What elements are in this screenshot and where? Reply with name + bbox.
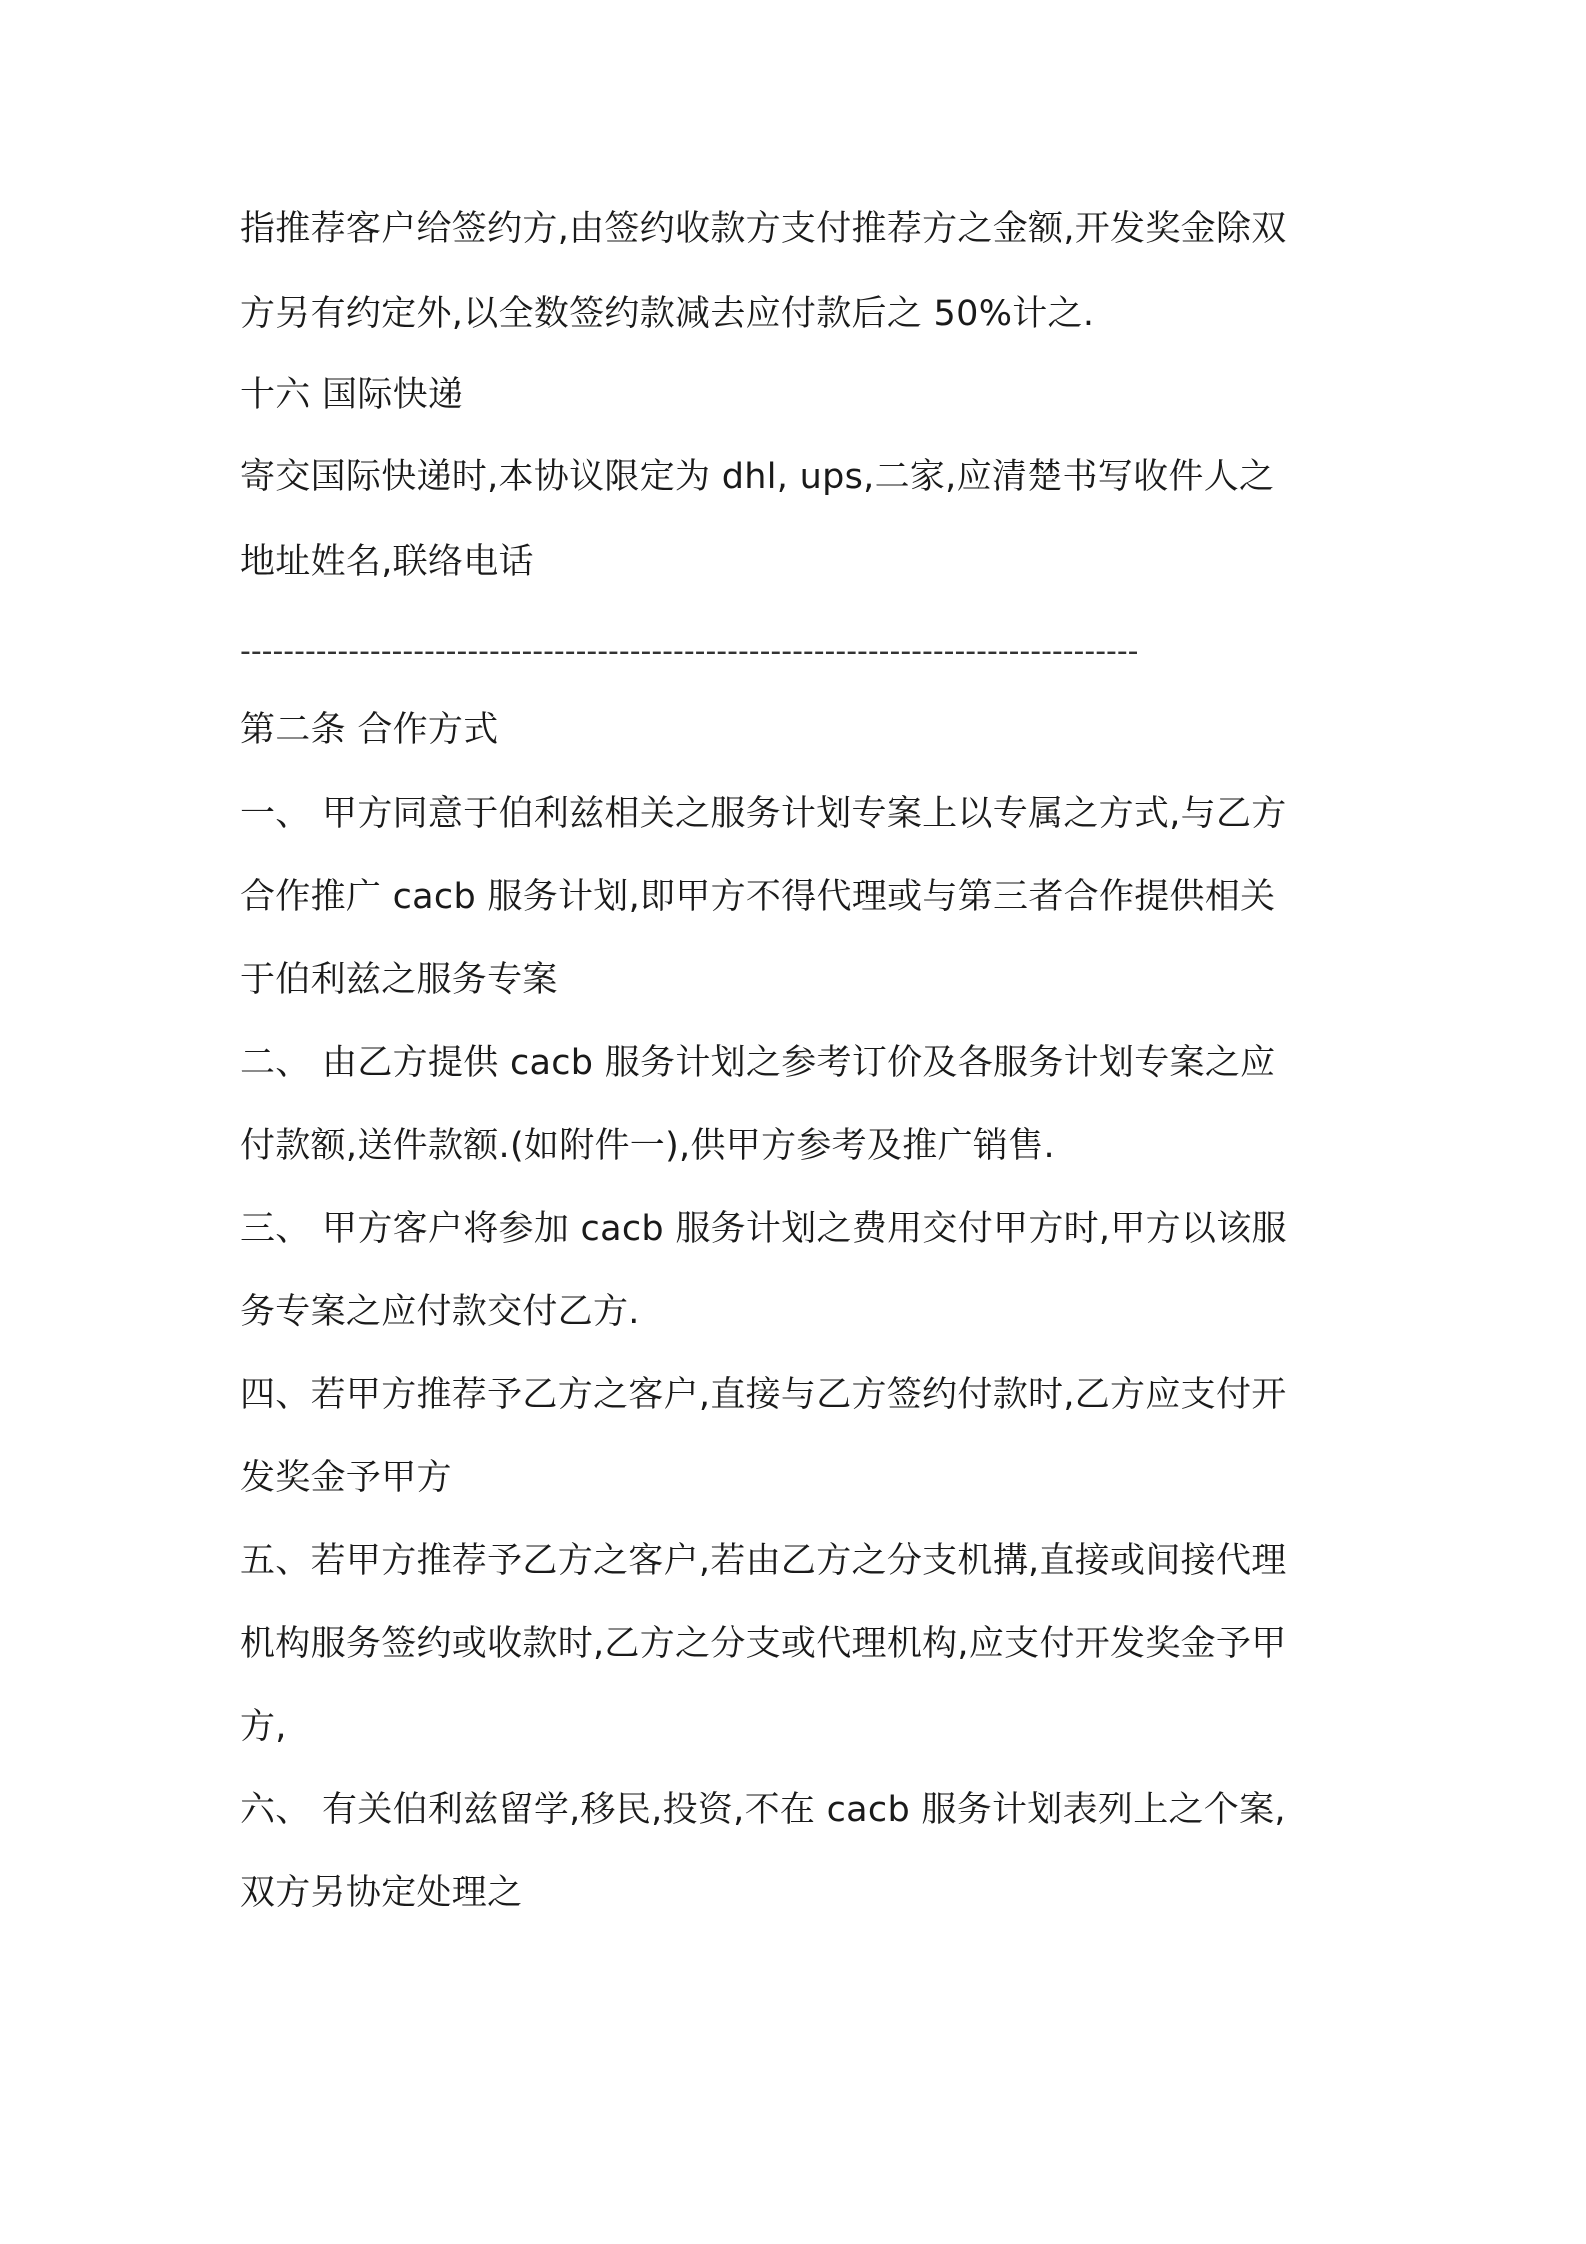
text-line: 方另有约定外,以全数签约款减去应付款后之 50%计之.	[240, 294, 1095, 334]
text-line: 寄交国际快递时,本协议限定为 dhl, ups,二家,应清楚书写收件人之	[240, 457, 1275, 497]
text-line: 一、 甲方同意于伯利兹相关之服务计划专案上以专属之方式,与乙方	[240, 794, 1287, 834]
text-line: 五、若甲方推荐予乙方之客户,若由乙方之分支机搆,直接或间接代理	[240, 1541, 1287, 1581]
text-line: 指推荐客户给签约方,由签约收款方支付推荐方之金额,开发奖金除双	[240, 209, 1287, 249]
text-line: 六、 有关伯利兹留学,移民,投资,不在 cacb 服务计划表列上之个案,	[240, 1790, 1286, 1830]
article-heading: 第二条 合作方式	[240, 710, 499, 750]
text-line: 双方另协定处理之	[240, 1873, 523, 1913]
text-line: 付款额,送件款额.(如附件一),供甲方参考及推广销售.	[240, 1126, 1055, 1166]
text-line: 二、 由乙方提供 cacb 服务计划之参考订价及各服务计划专案之应	[240, 1043, 1276, 1083]
text-line: 四、若甲方推荐予乙方之客户,直接与乙方签约付款时,乙方应支付开	[240, 1375, 1287, 1415]
dashed-separator: -----------------------------------------------------------------------------------	[240, 634, 1139, 669]
text-line: 方,	[240, 1707, 287, 1747]
text-line: 机构服务签约或收款时,乙方之分支或代理机构,应支付开发奖金予甲	[240, 1624, 1287, 1664]
text-line: 地址姓名,联络电话	[240, 542, 534, 582]
section-heading: 十六 国际快递	[240, 375, 464, 415]
text-line: 三、 甲方客户将参加 cacb 服务计划之费用交付甲方时,甲方以该服	[240, 1209, 1287, 1249]
text-line: 务专案之应付款交付乙方.	[240, 1292, 640, 1332]
text-line: 合作推广 cacb 服务计划,即甲方不得代理或与第三者合作提供相关	[240, 877, 1276, 917]
text-line: 发奖金予甲方	[240, 1458, 452, 1498]
text-line: 于伯利兹之服务专案	[240, 960, 558, 1000]
